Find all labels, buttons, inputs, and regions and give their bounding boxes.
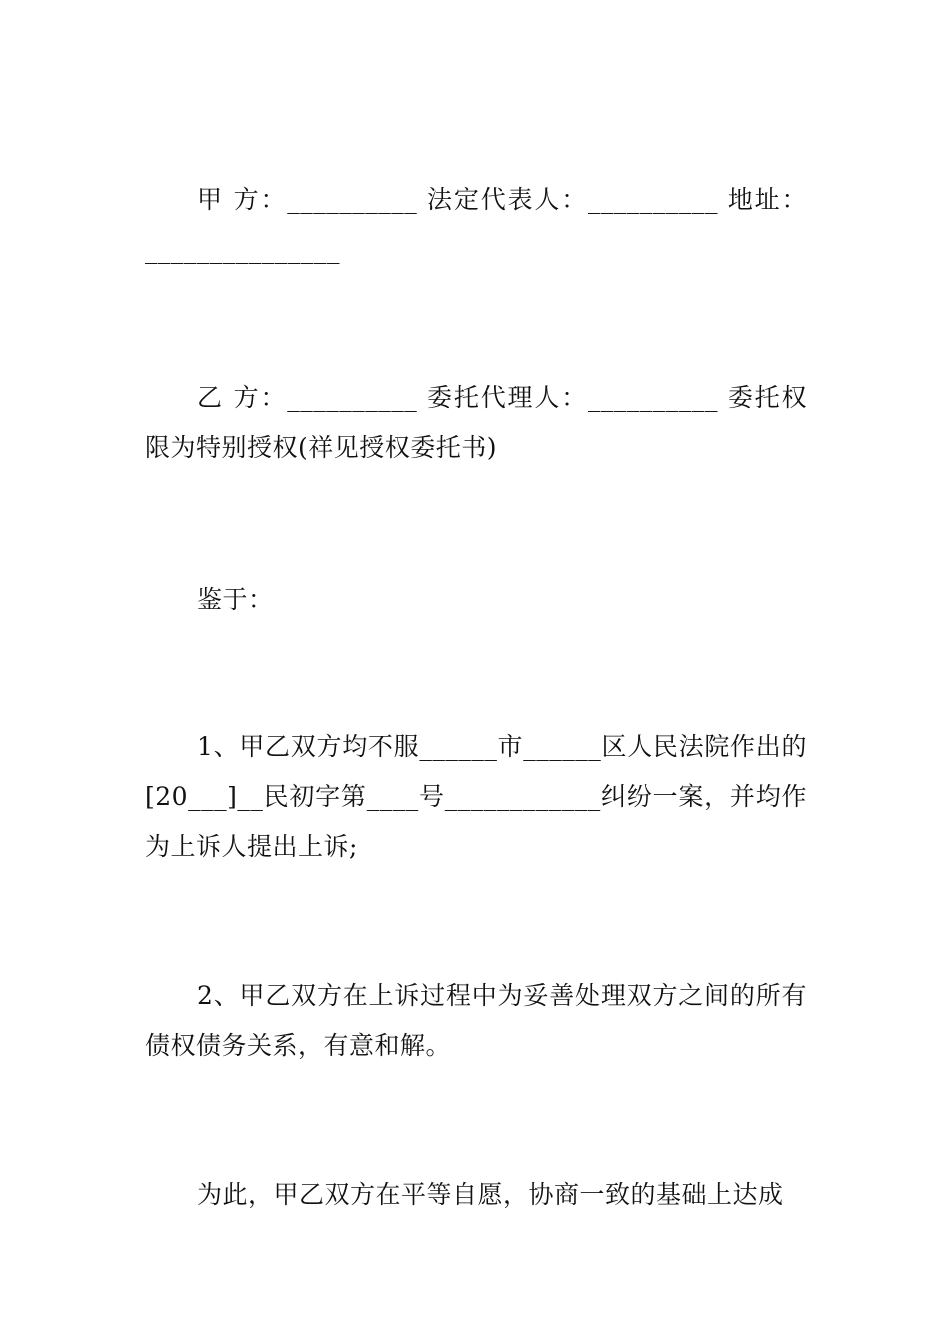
clause-1-paragraph: 1、甲乙双方均不服______市______区人民法院作出的[20___]__民初字第____号____________纠纷一案，并均作为上诉人提出上诉; — [145, 732, 807, 861]
whereas-heading: 鉴于： — [197, 585, 274, 614]
party-b-paragraph: 乙 方：__________ 委托代理人：__________ 委托权限为特别授权(祥见授权委托书) — [145, 383, 807, 462]
party-a-paragraph: 甲 方：__________ 法定代表人：__________ 地址：_______________ — [145, 185, 807, 264]
agreement-intro-paragraph: 为此，甲乙双方在平等自愿，协商一致的基础上达成 — [197, 1180, 784, 1209]
clause-2-paragraph: 2、甲乙双方在上诉过程中为妥善处理双方之间的所有债权债务关系，有意和解。 — [145, 981, 807, 1060]
